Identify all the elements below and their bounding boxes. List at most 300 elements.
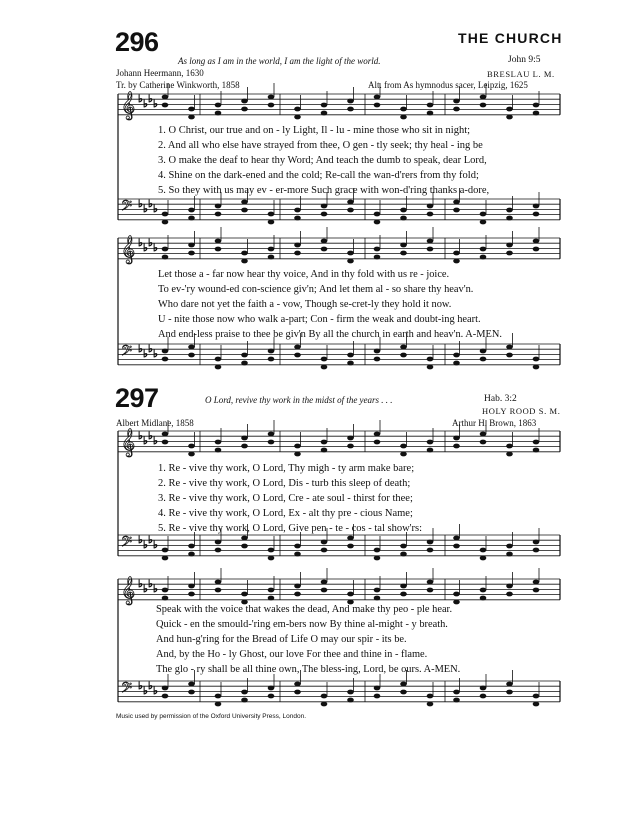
note-head (347, 592, 354, 597)
note-head (268, 440, 275, 445)
note-head (162, 548, 169, 553)
note-head (400, 345, 407, 350)
note-head (400, 115, 407, 120)
flat-icon: ♭ (148, 681, 153, 692)
note-head (321, 548, 328, 553)
note-head (506, 584, 513, 589)
note-head (480, 588, 487, 593)
note-head (215, 548, 222, 553)
note-head (374, 255, 381, 260)
note-head (241, 436, 248, 441)
note-head (427, 111, 434, 116)
note-head (162, 694, 169, 699)
note-head (321, 239, 328, 244)
note-head (241, 99, 248, 104)
bass-clef-icon: 𝄢 (121, 198, 132, 218)
note-head (427, 357, 434, 362)
note-head (188, 345, 195, 350)
note-head (268, 247, 275, 252)
note-head (321, 448, 328, 453)
note-head (294, 452, 301, 457)
verse-line: Who dare not yet the faith a - vow, Though se-cret-ly they hold it now. (158, 299, 452, 310)
note-head (321, 204, 328, 209)
section-title: THE CHURCH (458, 30, 563, 46)
flat-icon: ♭ (138, 94, 143, 105)
verse-line: U - nite those now who walk a-part; Con - firm the weak and doubt-ing heart. (158, 314, 481, 325)
bass-clef-icon: 𝄢 (121, 343, 132, 363)
note-head (374, 432, 381, 437)
note-head (294, 592, 301, 597)
verse-line: And, by the Ho - ly Ghost, our love For thee and thine in - flame. (156, 649, 428, 660)
note-head (400, 452, 407, 457)
flat-icon: ♭ (143, 243, 148, 254)
note-head (162, 686, 169, 691)
flat-icon: ♭ (138, 579, 143, 590)
note-head (506, 444, 513, 449)
treble-clef-icon: 𝄞 (121, 235, 136, 263)
note-head (268, 349, 275, 354)
note-head (506, 208, 513, 213)
note-head (188, 353, 195, 358)
note-head (347, 544, 354, 549)
flat-icon: ♭ (153, 243, 158, 254)
note-head (268, 686, 275, 691)
note-head (480, 357, 487, 362)
note-head (374, 95, 381, 100)
tune-name-297: HOLY ROOD S. M. (482, 406, 561, 416)
note-head (321, 588, 328, 593)
note-head (188, 251, 195, 256)
note-head (215, 540, 222, 545)
note-head (374, 548, 381, 553)
note-head (347, 259, 354, 264)
note-head (453, 251, 460, 256)
note-head (374, 349, 381, 354)
note-head (294, 345, 301, 350)
note-head (215, 580, 222, 585)
flat-icon: ♭ (143, 436, 148, 447)
verse-line: And hun-g'ring for the Bread of Life O may our spir - its be. (156, 634, 407, 645)
note-head (215, 357, 222, 362)
note-head (506, 115, 513, 120)
note-head (453, 698, 460, 703)
verse-line: The glo - ry shall be all thine own, The bless-ing, Lord, be ours. A-MEN. (156, 664, 461, 675)
note-head (506, 243, 513, 248)
note-head (347, 444, 354, 449)
note-head (241, 353, 248, 358)
note-head (321, 247, 328, 252)
verse-line: And end-less praise to thee be giv'n By all the church in earth and heav'n. A-MEN. (158, 329, 502, 340)
note-head (294, 107, 301, 112)
bass-clef-icon: 𝄢 (121, 680, 132, 700)
note-head (162, 432, 169, 437)
note-head (215, 103, 222, 108)
treble-clef-icon: 𝄞 (121, 576, 136, 604)
author-297: Albert Midlane, 1858 (116, 418, 194, 428)
note-head (294, 208, 301, 213)
note-head (533, 448, 540, 453)
note-head (294, 444, 301, 449)
note-head (480, 247, 487, 252)
note-head (374, 694, 381, 699)
note-head (215, 694, 222, 699)
note-head (480, 694, 487, 699)
note-head (188, 452, 195, 457)
note-head (162, 596, 169, 601)
note-head (374, 220, 381, 225)
flat-icon: ♭ (143, 540, 148, 551)
note-head (506, 353, 513, 358)
flat-icon: ♭ (138, 535, 143, 546)
note-head (453, 444, 460, 449)
note-head (241, 544, 248, 549)
note-head (347, 200, 354, 205)
note-head (347, 251, 354, 256)
note-head (268, 220, 275, 225)
note-head (188, 208, 195, 213)
verse-line: Quick - en the smould-'ring em-bers now By thine al-might - y breath. (156, 619, 448, 630)
note-head (453, 208, 460, 213)
note-head (321, 365, 328, 370)
note-head (294, 216, 301, 221)
epigraph-ref-296: John 9:5 (508, 55, 541, 65)
flat-icon: ♭ (138, 238, 143, 249)
note-head (506, 216, 513, 221)
note-head (268, 255, 275, 260)
verse-line: To ev-'ry wound-ed con-science giv'n; And let them al - so share thy heav'n. (158, 284, 474, 295)
note-head (321, 580, 328, 585)
verse-line: 1. Re - vive thy work, O Lord, Thy migh - ty arm make bare; (158, 463, 415, 474)
note-head (321, 694, 328, 699)
note-head (188, 690, 195, 695)
flat-icon: ♭ (153, 349, 158, 360)
note-head (533, 548, 540, 553)
note-head (427, 540, 434, 545)
note-head (400, 690, 407, 695)
note-head (162, 95, 169, 100)
flat-icon: ♭ (143, 584, 148, 595)
note-head (188, 115, 195, 120)
flat-icon: ♭ (138, 199, 143, 210)
flat-icon: ♭ (148, 535, 153, 546)
note-head (374, 440, 381, 445)
note-head (400, 552, 407, 557)
note-head (533, 588, 540, 593)
verse-line: Let those a - far now hear thy voice, And in thy fold with us re - joice. (158, 269, 450, 280)
note-head (162, 349, 169, 354)
flat-icon: ♭ (143, 349, 148, 360)
note-head (506, 452, 513, 457)
note-head (268, 432, 275, 437)
note-head (374, 588, 381, 593)
note-head (321, 357, 328, 362)
note-head (427, 448, 434, 453)
note-head (294, 115, 301, 120)
note-head (506, 690, 513, 695)
note-head (215, 111, 222, 116)
treble-clef-icon: 𝄞 (121, 428, 136, 456)
note-head (427, 365, 434, 370)
flat-icon: ♭ (148, 431, 153, 442)
note-head (453, 99, 460, 104)
note-head (506, 345, 513, 350)
note-head (453, 200, 460, 205)
note-head (453, 259, 460, 264)
note-head (162, 247, 169, 252)
note-head (294, 690, 301, 695)
note-head (321, 702, 328, 707)
note-head (241, 592, 248, 597)
note-head (268, 694, 275, 699)
note-head (533, 212, 540, 217)
note-head (188, 584, 195, 589)
flat-icon: ♭ (138, 681, 143, 692)
note-head (453, 544, 460, 549)
note-head (374, 103, 381, 108)
note-head (480, 596, 487, 601)
note-head (162, 588, 169, 593)
note-head (321, 103, 328, 108)
flat-icon: ♭ (143, 99, 148, 110)
note-head (453, 536, 460, 541)
note-head (241, 208, 248, 213)
note-head (268, 596, 275, 601)
note-head (453, 361, 460, 366)
bass-clef-icon: 𝄢 (121, 534, 132, 554)
note-head (347, 208, 354, 213)
note-head (162, 212, 169, 217)
note-head (480, 212, 487, 217)
note-head (347, 99, 354, 104)
note-head (268, 95, 275, 100)
note-head (268, 588, 275, 593)
note-head (241, 200, 248, 205)
flat-icon: ♭ (153, 686, 158, 697)
note-head (374, 596, 381, 601)
note-head (241, 444, 248, 449)
note-head (188, 107, 195, 112)
verse-line: 5. Re - vive thy work, O Lord, Give pen - te - cos - tal show'rs: (158, 523, 423, 534)
note-head (453, 592, 460, 597)
note-head (400, 216, 407, 221)
note-head (400, 251, 407, 256)
note-head (480, 255, 487, 260)
source-296: Alt. from As hymnodus sacer, Leipzig, 1625 (368, 80, 528, 90)
note-head (533, 103, 540, 108)
note-head (162, 255, 169, 260)
note-head (241, 361, 248, 366)
note-head (347, 690, 354, 695)
note-head (294, 544, 301, 549)
note-head (480, 103, 487, 108)
note-head (347, 361, 354, 366)
note-head (533, 580, 540, 585)
flat-icon: ♭ (153, 584, 158, 595)
verse-line: 2. Re - vive thy work, O Lord, Dis - turb this sleep of death; (158, 478, 411, 489)
note-head (215, 247, 222, 252)
note-head (268, 357, 275, 362)
note-head (533, 702, 540, 707)
note-head (427, 702, 434, 707)
flat-icon: ♭ (138, 431, 143, 442)
flat-icon: ♭ (143, 686, 148, 697)
note-head (427, 103, 434, 108)
verse-line: Speak with the voice that wakes the dead, And make thy peo - ple hear. (156, 604, 453, 615)
note-head (347, 353, 354, 358)
note-head (427, 239, 434, 244)
epigraph-296: As long as I am in the world, I am the light of the world. (178, 56, 381, 66)
note-head (480, 548, 487, 553)
note-head (321, 212, 328, 217)
note-head (533, 111, 540, 116)
flat-icon: ♭ (148, 344, 153, 355)
note-head (453, 600, 460, 605)
note-head (215, 440, 222, 445)
note-head (533, 247, 540, 252)
note-head (453, 436, 460, 441)
note-head (480, 95, 487, 100)
note-head (268, 212, 275, 217)
note-head (188, 544, 195, 549)
note-head (427, 548, 434, 553)
note-head (162, 220, 169, 225)
note-head (374, 686, 381, 691)
note-head (347, 107, 354, 112)
flat-icon: ♭ (153, 540, 158, 551)
flat-icon: ♭ (148, 579, 153, 590)
note-head (533, 694, 540, 699)
note-head (533, 204, 540, 209)
translator-296: Tr. by Catherine Winkworth, 1858 (116, 80, 240, 90)
epigraph-297: O Lord, revive thy work in the midst of the years . . . (205, 395, 393, 405)
note-head (427, 588, 434, 593)
note-head (480, 432, 487, 437)
treble-clef-icon: 𝄞 (121, 91, 136, 119)
flat-icon: ♭ (153, 436, 158, 447)
note-head (268, 103, 275, 108)
note-head (162, 556, 169, 561)
flat-icon: ♭ (148, 94, 153, 105)
note-head (400, 444, 407, 449)
note-head (347, 436, 354, 441)
note-head (188, 682, 195, 687)
note-head (215, 702, 222, 707)
note-head (374, 357, 381, 362)
note-head (294, 353, 301, 358)
note-head (427, 247, 434, 252)
note-head (480, 220, 487, 225)
verse-line: 5. So they with us may ev - er-more Such grace with won-d'ring thanks a-dore, (158, 185, 490, 196)
note-head (506, 107, 513, 112)
verse-line: 3. O make the deaf to hear thy Word; And teach the dumb to speak, dear Lord, (158, 155, 487, 166)
note-head (215, 239, 222, 244)
note-head (241, 536, 248, 541)
note-head (427, 694, 434, 699)
note-head (321, 111, 328, 116)
verse-line: 1. O Christ, our true and on - ly Light, Il - lu - mine those who sit in night; (158, 125, 471, 136)
note-head (321, 440, 328, 445)
note-head (241, 690, 248, 695)
flat-icon: ♭ (148, 238, 153, 249)
note-head (347, 536, 354, 541)
note-head (533, 540, 540, 545)
note-head (162, 103, 169, 108)
note-head (215, 588, 222, 593)
flat-icon: ♭ (148, 199, 153, 210)
note-head (294, 584, 301, 589)
composer-297: Arthur H. Brown, 1863 (452, 418, 537, 428)
note-head (188, 243, 195, 248)
note-head (533, 365, 540, 370)
verse-line: 2. And all who else have strayed from thee, O gen - tly seek; thy heal - ing be (158, 140, 483, 151)
note-head (400, 107, 407, 112)
epigraph-ref-297: Hab. 3:2 (484, 394, 517, 404)
note-head (215, 365, 222, 370)
flat-icon: ♭ (153, 204, 158, 215)
note-head (400, 208, 407, 213)
note-head (480, 686, 487, 691)
note-head (347, 698, 354, 703)
flat-icon: ♭ (153, 99, 158, 110)
note-head (241, 698, 248, 703)
note-head (294, 552, 301, 557)
note-head (427, 440, 434, 445)
note-head (506, 251, 513, 256)
note-head (374, 212, 381, 217)
note-head (294, 243, 301, 248)
note-head (453, 353, 460, 358)
note-head (480, 556, 487, 561)
note-head (400, 243, 407, 248)
note-head (453, 690, 460, 695)
note-head (162, 357, 169, 362)
permission-note: Music used by permission of the Oxford University Press, London. (116, 713, 307, 720)
verse-line: 4. Shine on the dark-ened and the cold; Re-call the wan-d'rers from thy fold; (158, 170, 479, 181)
note-head (294, 251, 301, 256)
note-head (241, 259, 248, 264)
verse-line: 4. Re - vive thy work, O Lord, Ex - alt thy pre - cious Name; (158, 508, 413, 519)
note-head (188, 444, 195, 449)
note-head (506, 682, 513, 687)
note-head (400, 682, 407, 687)
note-head (188, 216, 195, 221)
note-head (215, 212, 222, 217)
verse-line: 3. Re - vive thy work, O Lord, Cre - ate soul - thirst for thee; (158, 493, 413, 504)
note-head (533, 357, 540, 362)
note-head (188, 552, 195, 557)
author-296: Johann Heermann, 1630 (116, 68, 204, 78)
note-head (533, 440, 540, 445)
note-head (506, 592, 513, 597)
note-head (162, 440, 169, 445)
flat-icon: ♭ (143, 204, 148, 215)
note-head (480, 349, 487, 354)
note-head (400, 592, 407, 597)
note-head (241, 251, 248, 256)
note-head (480, 440, 487, 445)
note-head (506, 552, 513, 557)
note-head (400, 544, 407, 549)
note-head (374, 556, 381, 561)
note-head (268, 556, 275, 561)
note-head (321, 540, 328, 545)
note-head (215, 204, 222, 209)
hymn-number-296: 296 (115, 27, 159, 57)
note-head (268, 548, 275, 553)
note-head (427, 212, 434, 217)
note-head (427, 204, 434, 209)
note-head (188, 592, 195, 597)
